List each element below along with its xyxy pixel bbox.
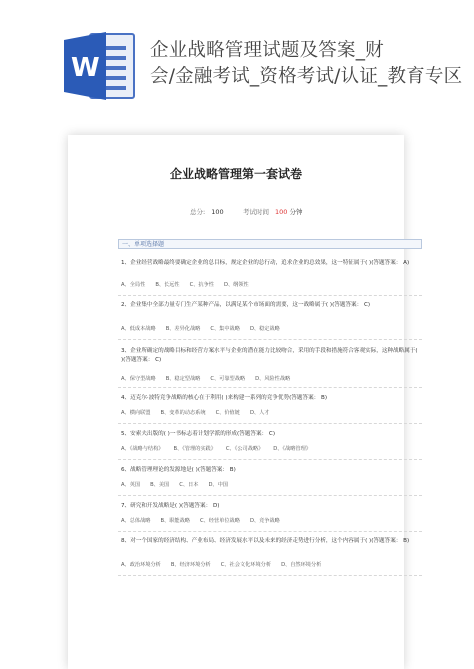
option: B、经济环境分析 (170, 562, 211, 568)
word-document-icon (62, 28, 138, 104)
option: C、价值链 (215, 410, 240, 416)
question-5: 5、安索夫出版的( )一书标志着计划学派的形成(答题答案： C) (121, 431, 276, 437)
option: C、社会文化环境分析 (220, 562, 272, 568)
divider (118, 339, 422, 340)
option: A、横向联盟 (121, 410, 151, 416)
option: C、可靠型战略 (210, 376, 246, 382)
option: B、变革的动态系统 (160, 410, 206, 416)
score-value: 100 (211, 208, 224, 216)
page-title-line1: 企业战略管理试题及答案_财 (150, 40, 384, 61)
question-2: 2、企业集中全部力量专门生产某种产品，以满足某个市场面的需要，这一战略属于( )(答题答案： C) (121, 302, 371, 308)
question-2-options (121, 325, 421, 333)
time-value: 100 (275, 208, 288, 216)
divider (118, 531, 422, 532)
svg-text:W: W (71, 53, 100, 83)
option: A、低成本战略 (121, 326, 156, 332)
divider (118, 575, 422, 576)
option: D、人才 (249, 410, 270, 416)
document-page (68, 135, 418, 669)
option: D、稳定战略 (249, 326, 280, 332)
question-4-options (121, 409, 421, 417)
option: C、集中战略 (210, 326, 240, 332)
question-6-options (121, 481, 421, 489)
document-title: 企业战略管理第一套试卷 (169, 167, 302, 181)
question-3: 3、企业所确定的战略目标和经营方案水平与企业的潜在能力比较吻合，采用的手段和措施符合客观实际，这种战略属于( )(答题答案： C) (121, 348, 418, 363)
time-label: 考试时间 (243, 208, 269, 216)
divider (118, 459, 422, 460)
option: D、风险性战略 (255, 376, 291, 382)
divider (118, 495, 422, 496)
page-title (150, 38, 472, 90)
option: D、《战略管理》 (273, 446, 311, 452)
total-score (190, 207, 224, 216)
question-8-options (121, 561, 421, 569)
header-banner (0, 0, 474, 120)
option: D、竞争战略 (249, 518, 280, 524)
option: A、《战略与结构》 (121, 446, 164, 452)
option: A、政治环境分析 (121, 562, 161, 568)
option: C、《公司战略》 (225, 446, 264, 452)
option: A、保守型战略 (121, 376, 156, 382)
option: B、差异化战略 (165, 326, 201, 332)
question-8: 8、对一个国家的经济结构、产业布局、经济发展水平以及未来的经济走势进行分析，这个内容属于( )(答题答案： B) (121, 538, 410, 544)
question-1-options (121, 281, 421, 289)
divider (118, 387, 422, 388)
option: A、英国 (121, 482, 141, 488)
question-5-options (121, 445, 421, 453)
section-header: 一、单项选择题 (118, 239, 422, 249)
time-unit: 分钟 (289, 208, 303, 216)
question-1: 1、企业经营战略最终要确定企业的总目标，规定企业的总行动，追求企业的总效果，这一特征属于( )(答题答案： A) (121, 260, 410, 266)
option: B、长远性 (155, 282, 180, 288)
question-7-options (121, 517, 421, 525)
exam-time (243, 207, 303, 216)
option: B、职能战略 (160, 518, 190, 524)
option: C、经营单位战略 (200, 518, 240, 524)
question-6: 6、战略管理理论的发源地是( )(答题答案： B) (121, 467, 236, 473)
option: C、抗争性 (189, 282, 214, 288)
question-7: 7、研究和开发战略是( )(答题答案： D) (121, 503, 220, 509)
option: B、美国 (150, 482, 170, 488)
question-3-options (121, 375, 421, 383)
option: D、中国 (208, 482, 228, 488)
page-title-line2: 会/金融考试_资格考试/认证_教育专区 (150, 66, 463, 87)
score-label: 总分: (190, 208, 206, 216)
option: A、全局性 (121, 282, 146, 288)
option: A、总体战略 (121, 518, 151, 524)
option: B、《管理的实践》 (173, 446, 216, 452)
divider (118, 295, 422, 296)
option: D、自然环境分析 (281, 562, 322, 568)
option: D、纲领性 (224, 282, 249, 288)
option: B、稳定型战略 (165, 376, 201, 382)
option: C、日本 (179, 482, 199, 488)
divider (118, 423, 422, 424)
question-4: 4、迈克尔·波特竞争战略的核心在于利用( )来构建一系列的竞争优势(答题答案： B) (121, 395, 328, 401)
